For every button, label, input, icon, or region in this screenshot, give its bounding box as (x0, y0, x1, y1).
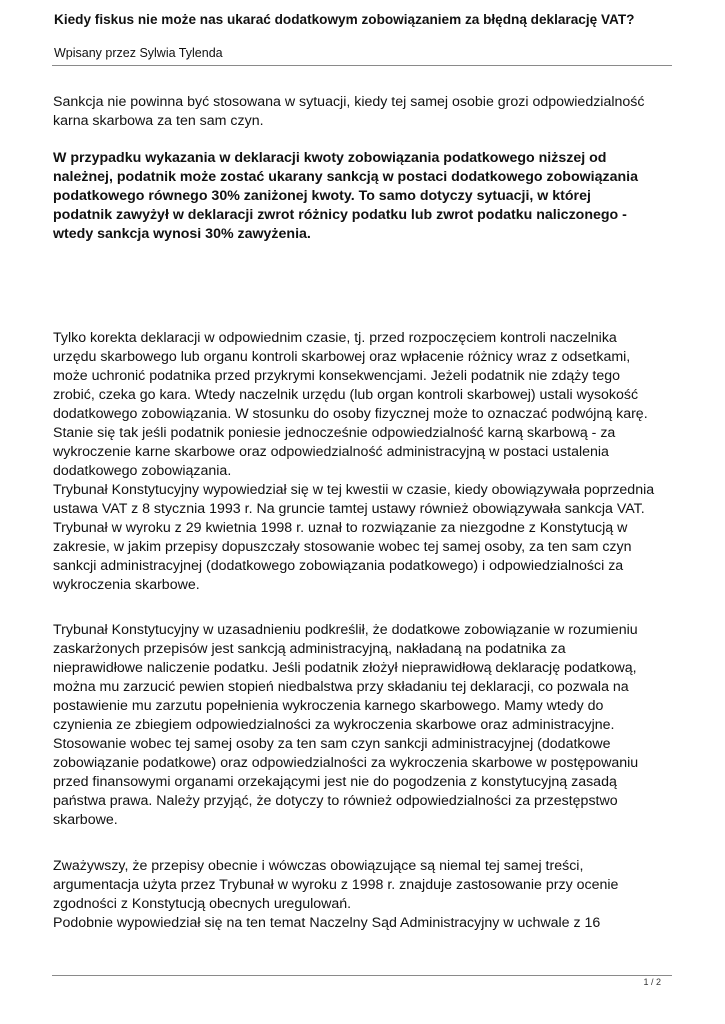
footer-divider (52, 975, 672, 976)
paragraph-correction: Tylko korekta deklaracji w odpowiednim czasie, tj. przed rozpoczęciem kontroli naczelnika urzędu skarbowego lub organu kontroli skarbowej oraz wpłacenie różnicy wraz z odsetkami, może uchronić podatnika przed przykrymi konsekwencjami. Jeżeli podatnik nie zdąży tego zrobić, czeka go kara. Wtedy naczelnik urzędu (lub organ kontroli skarbowej) ustali wysokość dodatkowego zobowiązania. W stosunku do osoby fizycznej może to oznaczać podwójną karę. Stanie się tak jeśli podatnik poniesie jednocześnie odpowiedzialność karną skarbową - za wykroczenie karne skarbowe oraz odpowiedzialność administracyjną w postaci ustalenia dodatkowego zobowiązania. Trybunał Konstytucyjny wypowiedział się w tej kwestii w czasie, kiedy obowiązywała poprzednia ustawa VAT z 8 stycznia 1993 r. Na gruncie tamtej ustawy również obowiązywała sankcja VAT. Trybunał w wyroku z 29 kwietnia 1998 r. uznał to rozwiązanie za niezgodne z Konstytucją w zakresie, w jakim przepisy dopuszczały stosowanie wobec tej samej osoby, za ten sam czyn sankcji administracyjnej (dodatkowego zobowiązania podatkowego) i odpowiedzialności za wykroczenia skarbowe. (53, 330, 655, 593)
article-title: Kiedy fiskus nie może nas ukarać dodatkowym zobowiązaniem za błędną deklarację VAT? (54, 12, 635, 27)
author-byline: Wpisany przez Sylwia Tylenda (54, 46, 223, 60)
header-divider (52, 65, 672, 66)
paragraph-lead-bold: W przypadku wykazania w deklaracji kwoty zobowiązania podatkowego niższej od należnej, podatnik może zostać ukarany sankcją w postaci dodatkowego zobowiązania podatkowego równego 30% zaniżonej kwoty. To samo dotyczy sytuacji, w której podatnik zawyżył w deklaracji zwrot różnicy podatku lub zwrot podatku naliczonego - wtedy sankcja wynosi 30% zawyżenia. (53, 150, 638, 242)
paragraph-conclusion: Zważywszy, że przepisy obecnie i wówczas obowiązujące są niemal tej samej treści, argumentacja użyta przez Trybunał w wyroku z 1998 r. znajduje zastosowanie przy ocenie zgodności z Konstytucją obecnych uregulowań. Podobnie wypowiedział się na ten temat Naczelny Sąd Administracyjny w uchwale z 16 (53, 858, 619, 931)
paragraph-intro: Sankcja nie powinna być stosowana w sytuacji, kiedy tej samej osobie grozi odpowiedzialność karna skarbowa za ten sam czyn. (53, 94, 645, 129)
page-number: 1 / 2 (643, 977, 661, 987)
paragraph-tribunal: Trybunał Konstytucyjny w uzasadnieniu podkreślił, że dodatkowe zobowiązanie w rozumieniu zaskarżonych przepisów jest sankcją administracyjną, nakładaną na podatnika za nieprawidłowe naliczenie podatku. Jeśli podatnik złożył nieprawidłową deklarację podatkową, można mu zarzucić pewien stopień niedbalstwa przy składaniu tej deklaracji, co pozwala na postawienie mu zarzutu popełnienia wykroczenia karnego skarbowego. Mamy wtedy do czynienia ze zbiegiem odpowiedzialności za wykroczenia skarbowe oraz administracyjne. Stosowanie wobec tej samej osoby za ten sam czyn sankcji administracyjnej (dodatkowe zobowiązanie podatkowe) oraz odpowiedzialności za wykroczenia skarbowe w postępowaniu przed finansowymi organami orzekającymi jest nie do pogodzenia z konstytucyjną zasadą państwa prawa. Należy przyjąć, że dotyczy to również odpowiedzialności za przestępstwo skarbowe. (53, 622, 639, 828)
